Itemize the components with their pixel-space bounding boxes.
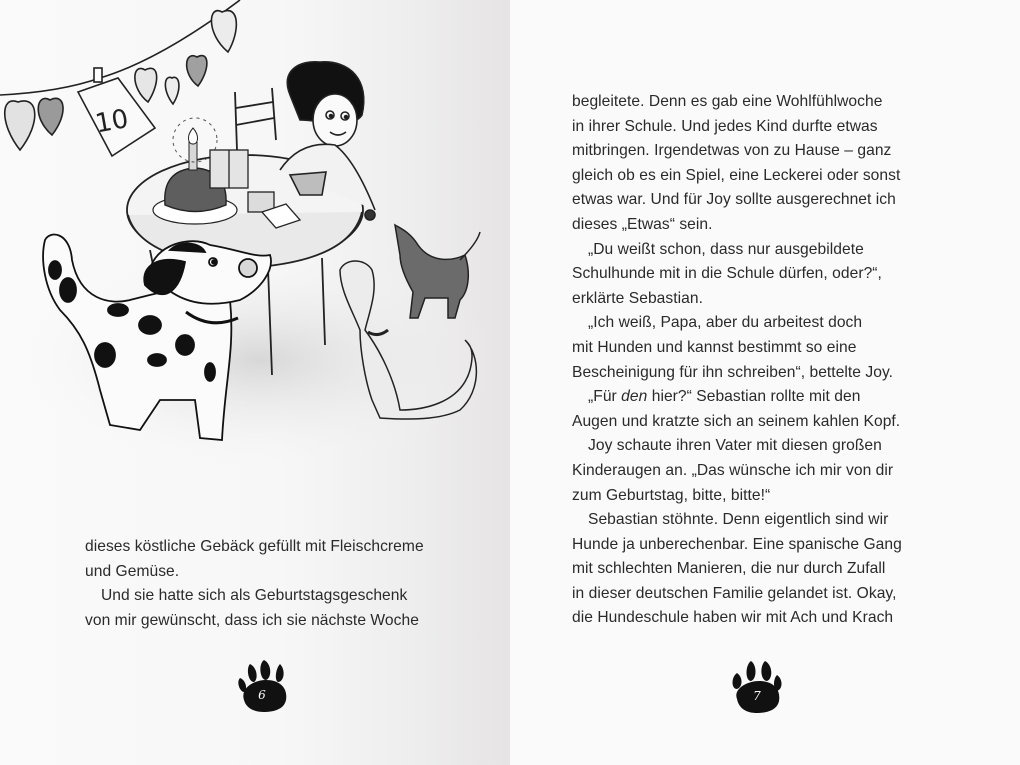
text-line: mit Hunden und kannst bestimmt so eine xyxy=(572,338,857,356)
birthday-illustration xyxy=(0,0,510,470)
text-line: Kinderaugen an. „Das wünsche ich mir von dir xyxy=(572,461,894,479)
text-line: gleich ob es ein Spiel, eine Leckerei oder sonst xyxy=(572,166,901,184)
paw-print-icon xyxy=(232,652,292,714)
text-line: mit schlechten Manieren, die nur durch Zufall xyxy=(572,560,886,578)
page-number: 6 xyxy=(258,688,266,702)
text-line: in ihrer Schule. Und jedes Kind durfte etwas xyxy=(572,117,878,135)
text-line: Joy schaute ihren Vater mit diesen großen xyxy=(588,437,882,455)
text-line: Schulhunde mit in die Schule dürfen, oder?“, xyxy=(572,265,882,283)
text-line: dieses „Etwas“ sein. xyxy=(572,215,713,233)
text-line: Und sie hatte sich als Geburtstagsgeschenk xyxy=(101,587,408,605)
emphasis: den xyxy=(621,388,648,406)
text-line: mitbringen. Irgendetwas von zu Hause – ganz xyxy=(572,142,892,160)
text-line: Sebastian stöhnte. Denn eigentlich sind wir xyxy=(588,511,889,529)
text-line xyxy=(572,385,902,410)
text-line: dieses köstliche Gebäck gefüllt mit Fleischcreme xyxy=(85,538,424,555)
text-line: „Du weißt schon, dass nur ausgebildete xyxy=(588,240,864,258)
text-line: von mir gewünscht, dass ich sie nächste Woche xyxy=(85,611,419,629)
text-line: Bescheinigung für ihn schreiben“, bettelte Joy. xyxy=(572,363,894,381)
page-number-left xyxy=(232,652,292,714)
text-fragment: hier?“ Sebastian rollte mit den xyxy=(647,388,861,406)
text-line: Hunde ja unberechenbar. Eine spanische Gang xyxy=(572,535,902,553)
text-line: die Hundeschule haben wir mit Ach und Krach xyxy=(572,609,894,627)
text-line: erklärte Sebastian. xyxy=(572,289,703,307)
page-number: 7 xyxy=(753,689,761,703)
text-line: zum Geburtstag, bitte, bitte!“ xyxy=(572,486,771,504)
text-line: „Ich weiß, Papa, aber du arbeitest doch xyxy=(588,314,863,332)
svg-text:10: 10 xyxy=(92,104,131,140)
left-page-text xyxy=(85,535,424,633)
text-line: Augen und kratzte sich an seinem kahlen Kopf. xyxy=(572,412,901,430)
paw-print-icon xyxy=(727,653,787,715)
page-number-right xyxy=(727,653,787,715)
right-page-text xyxy=(572,90,902,631)
chair xyxy=(235,88,276,150)
text-line: etwas war. Und für Joy sollte ausgerechnet ich xyxy=(572,191,896,209)
text-line: in dieser deutschen Familie gelandet ist. Okay, xyxy=(572,584,897,602)
text-fragment: „Für xyxy=(588,388,622,406)
text-line: begleitete. Denn es gab eine Wohlfühlwoche xyxy=(572,93,883,110)
text-line: und Gemüse. xyxy=(85,562,180,580)
